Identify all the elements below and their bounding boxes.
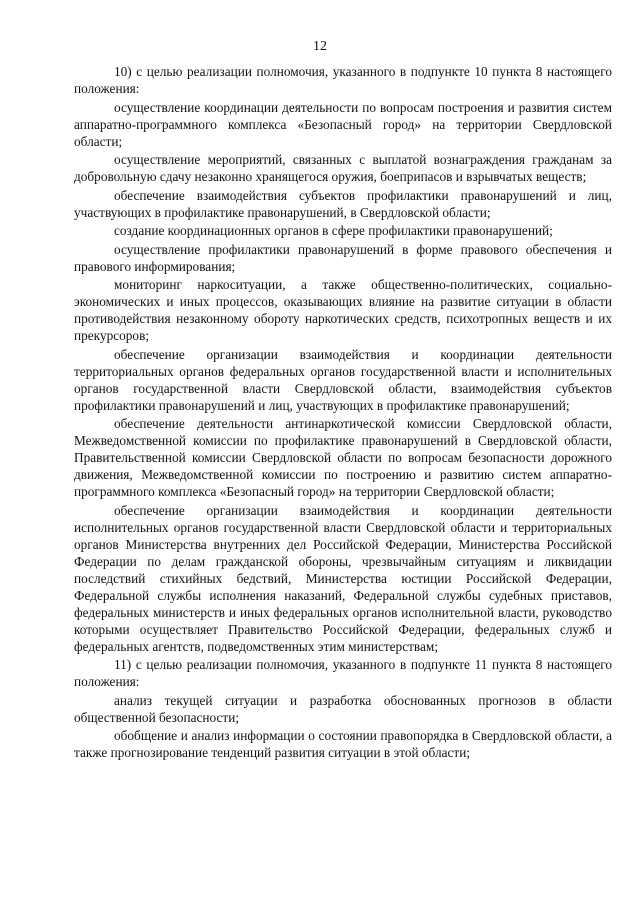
paragraph: создание координационных органов в сфере профилактики правонарушений; bbox=[114, 223, 553, 238]
document-body bbox=[74, 63, 612, 763]
paragraph: мониторинг наркоситуации, а также общественно-политических, социально-экономических и иных процессов, оказывающих влияние на развитие ситуации в области противодействия незаконному обороту наркотических средств, психотропных веществ и их прекурсоров; bbox=[74, 277, 612, 343]
paragraph-item-11-heading: 11) с целью реализации полномочия, указанного в подпункте 11 пункта 8 настоящего положения: bbox=[74, 657, 612, 689]
paragraph: анализ текущей ситуации и разработка обоснованных прогнозов в области общественной безопасности; bbox=[74, 692, 612, 725]
paragraph: обеспечение организации взаимодействия и координации деятельности исполнительных органов государственной власти Свердловской области и территориальных органов Министерства внутренних дел Российской Федерации, Министерства Российской Федерации по делам гражданской обороны, чрезвычайным ситуациям и ликвидации последствий стихийных бедствий, Министерства юстиции Российской Федерации, Федеральной службы исполнения наказаний, Федеральной службы судебных приставов, федеральных министерств и иных федеральных органов исполнительной власти, руководство которыми осуществляет Правительство Российской Федерации, федеральных служб и федеральных агентств, подведомственных этим министерствам; bbox=[74, 502, 612, 654]
paragraph-item-10-heading: 10) с целью реализации полномочия, указанного в подпункте 10 пункта 8 настоящего положения: bbox=[74, 64, 612, 96]
paragraph: обеспечение организации взаимодействия и координации деятельности территориальных органов федеральных органов государственной власти и исполнительных органов государственной власти Свердловской области, взаимодействия субъектов профилактики правонарушений и лиц, участвующих в профилактике правонарушений; bbox=[74, 346, 612, 413]
paragraph: обеспечение деятельности антинаркотической комиссии Свердловской области, Межведомственной комиссии по профилактике правонарушений в Свердловской области, Правительственной комиссии Свердловской области по вопросам безопасности дорожного движения, Межведомственной комиссии по построению и развитию систем аппаратно-программного комплекса «Безопасный город» на территории Свердловской области; bbox=[74, 416, 612, 499]
paragraph: обобщение и анализ информации о состоянии правопорядка в Свердловской области, а также прогнозирование тенденций развития ситуации в этой области; bbox=[74, 728, 612, 760]
paragraph: осуществление координации деятельности по вопросам построения и развития систем аппаратно-программного комплекса «Безопасный город» на территории Свердловской области; bbox=[74, 99, 612, 149]
paragraph: осуществление профилактики правонарушений в форме правового обеспечения и правового информирования; bbox=[74, 241, 612, 274]
page-number: 12 bbox=[313, 39, 327, 54]
paragraph: обеспечение взаимодействия субъектов профилактики правонарушений и лиц, участвующих в профилактике правонарушений, в Свердловской области; bbox=[74, 187, 612, 220]
paragraph: осуществление мероприятий, связанных с выплатой вознаграждения гражданам за добровольную сдачу незаконно хранящегося оружия, боеприпасов и взрывчатых веществ; bbox=[74, 152, 612, 184]
